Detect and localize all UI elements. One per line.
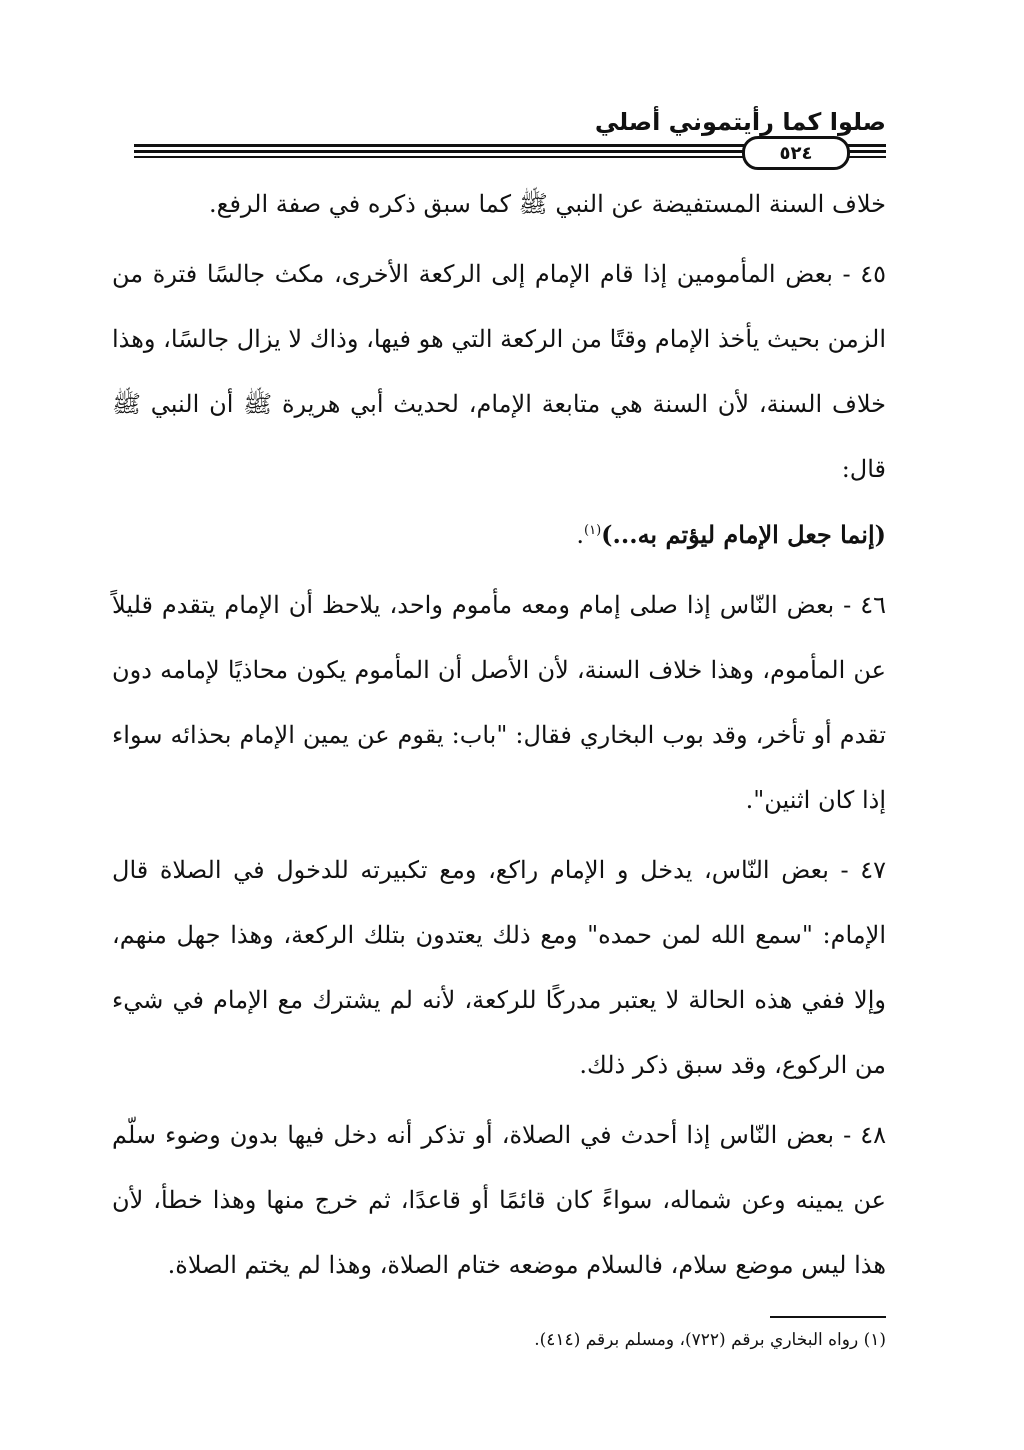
footnote-1: (١) رواه البخاري برقم (٧٢٢)، ومسلم برقم (٤١٤). [534,1330,886,1350]
page-number-badge [742,136,850,170]
paragraph-item-45: ٤٥ - بعض المأمومين إذا قام الإمام إلى الركعة الأخرى، مكث جالسًا فترة من الزمن بحيث يأخذ الإمام وقتًا من الركعة التي هو فيها، وذاك لا يزال جالسًا، وهذا خلاف السنة، لأن السنة هي متابعة الإمام، لحديث أبي هريرة ﷺ أن النبي ﷺ قال: (إنما جعل الإمام ليؤتم به...)$^{(١)}$. [112,260,886,549]
page-number: ٥٢٤ [779,142,813,164]
running-header-title: صلوا كما رأيتموني أصلي [594,108,886,136]
hadith-quote: (إنما جعل الإمام ليؤتم به...) [601,520,886,549]
item-45-text: ٤٥ - بعض المأمومين إذا قام الإمام إلى الركعة الأخرى، مكث جالسًا فترة من الزمن بحيث يأخذ الإمام وقتًا من الركعة التي هو فيها، وذاك لا يزال جالسًا، وهذا خلاف السنة، لأن السنة هي متابعة الإمام، لحديث أبي هريرة ﷺ أن النبي ﷺ قال: [112,260,886,483]
paragraph-continuation: خلاف السنة المستفيضة عن النبي ﷺ كما سبق ذكره في صفة الرفع. [209,190,886,218]
paragraph-item-48: ٤٨ - بعض النّاس إذا أحدث في الصلاة، أو تذكر أنه دخل فيها بدون وضوء سلّم عن يمينه وعن شماله، سواءً كان قائمًا أو قاعدًا، ثم خرج منها وهذا خطأ، لأن هذا ليس موضع سلام، فالسلام موضعه ختام الصلاة، وهذا لم يختم الصلاة. [112,1121,886,1279]
footnote-separator [770,1316,886,1318]
footnote-ref-1[interactable]: (١) [584,523,602,538]
paragraph-item-47: ٤٧ - بعض النّاس، يدخل و الإمام راكع، ومع تكبيرته للدخول في الصلاة قال الإمام: "سمع الله لمن حمده" ومع ذلك يعتدون بتلك الركعة، وهذا جهل منهم، وإلا ففي هذه الحالة لا يعتبر مدركًا للركعة، لأنه لم يشترك مع الإمام في شيء من الركوع، وقد سبق ذكر ذلك. [112,856,886,1079]
paragraph-item-46: ٤٦ - بعض النّاس إذا صلى إمام ومعه مأموم واحد، يلاحظ أن الإمام يتقدم قليلاً عن المأموم، وهذا خلاف السنة، لأن الأصل أن المأموم يكون محاذيًا لإمامه دون تقدم أو تأخر، وقد بوب البخاري فقال: "باب: يقوم عن يمين الإمام بحذائه سواء إذا كان اثنين". [112,591,886,814]
main-text [112,172,886,1298]
